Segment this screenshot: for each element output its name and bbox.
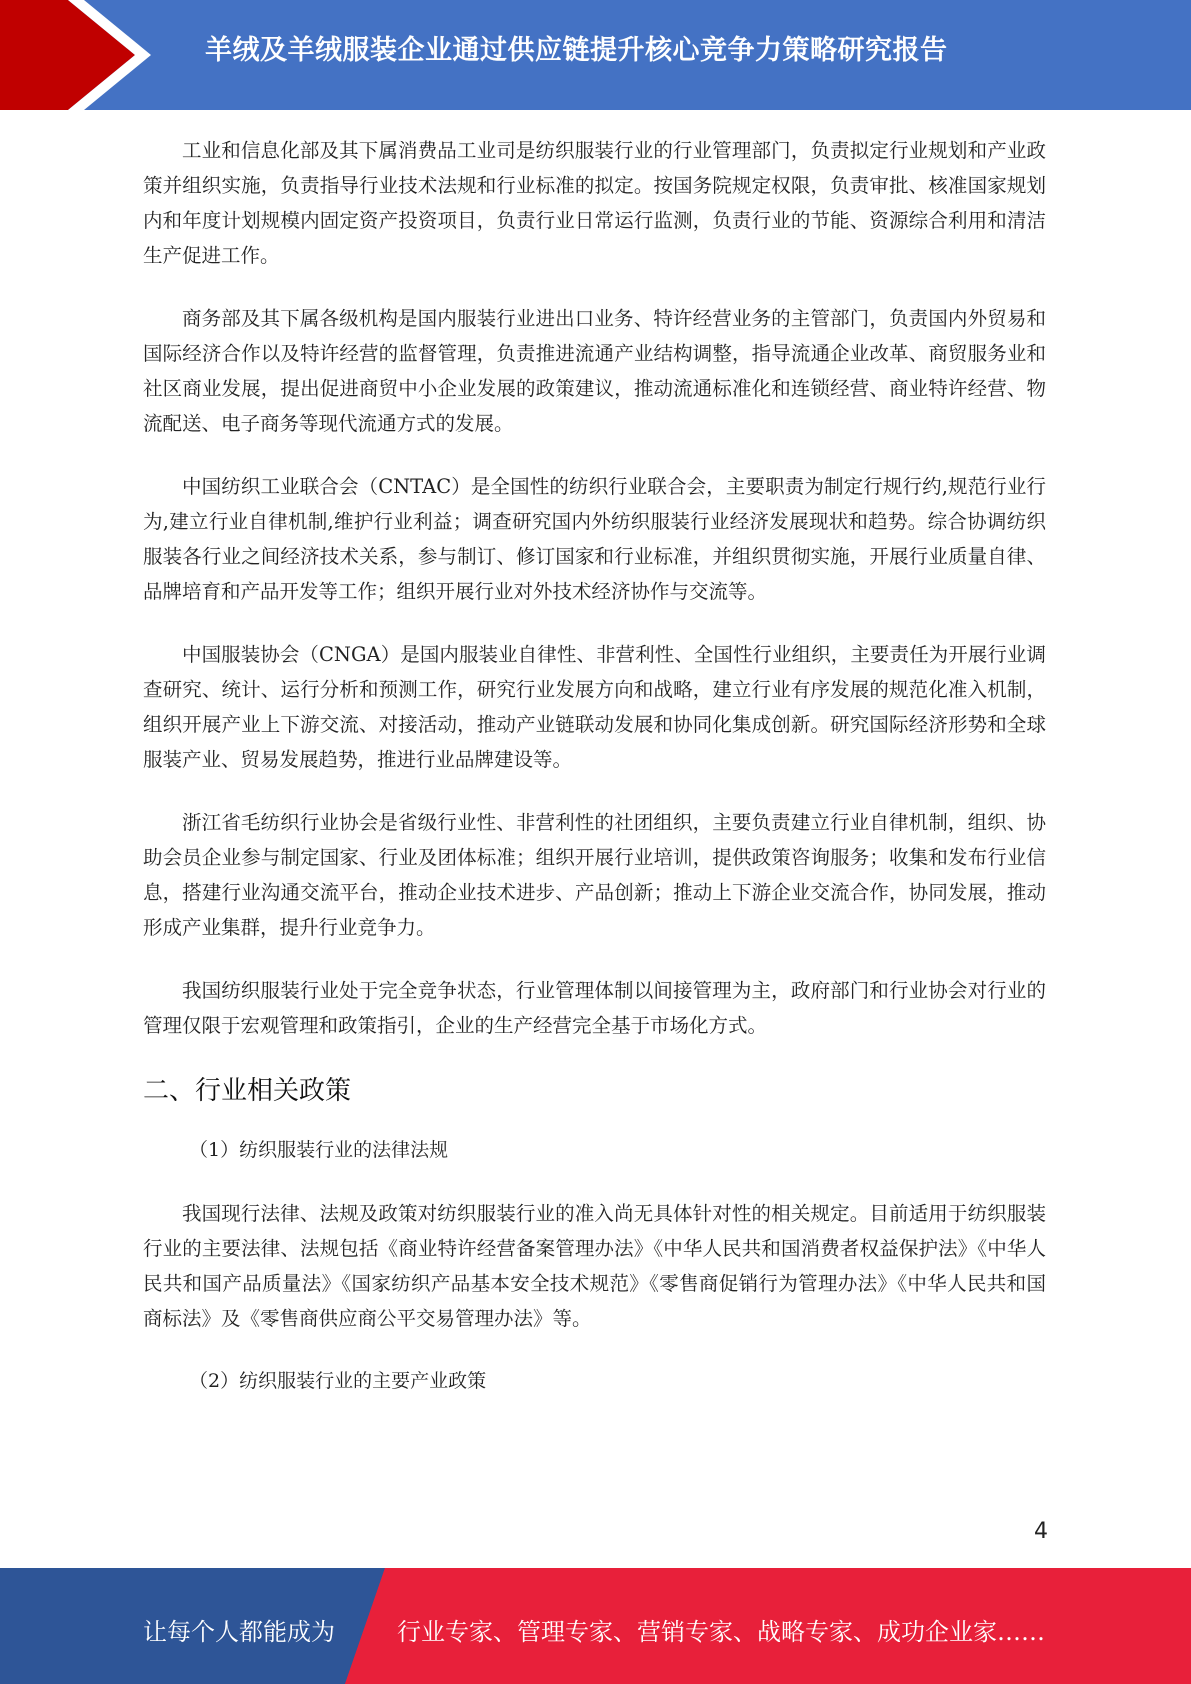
paragraph-competition-summary: 我国纺织服装行业处于完全竞争状态，行业管理体制以间接管理为主，政府部门和行业协会对行业的管理仅限于宏观管理和政策指引，企业的生产经营完全基于市场化方式。	[143, 979, 1046, 1037]
section-heading: 二、行业相关政策	[143, 1076, 352, 1106]
report-title: 羊绒及羊绒服装企业通过供应链提升核心竞争力策略研究报告	[205, 35, 948, 66]
footer-slogan-right: 行业专家、管理专家、营销专家、战略专家、成功企业家……	[397, 1618, 1045, 1646]
paragraph-mofcom: 商务部及其下属各级机构是国内服装行业进出口业务、特许经营业务的主管部门，负责国内外贸易和国际经济合作以及特许经营的监督管理，负责推进流通产业结构调整，指导流通企业改革、商贸服务业和社区商业发展，提出促进商贸中小企业发展的政策建议，推动流通标准化和连锁经营、商业特许经营、物流配送、电子商务等现代流通方式的发展。	[143, 307, 1046, 435]
paragraph-miit: 工业和信息化部及其下属消费品工业司是纺织服装行业的行业管理部门，负责拟定行业规划和产业政策并组织实施，负责指导行业技术法规和行业标准的拟定。按国务院规定权限，负责审批、核准国家规划内和年度计划规模内固定资产投资项目，负责行业日常运行监测，负责行业的节能、资源综合利用和清洁生产促进工作。	[143, 139, 1046, 267]
subheading-laws: （1）纺织服装行业的法律法规	[189, 1139, 449, 1161]
paragraph-cntac: 中国纺织工业联合会（CNTAC）是全国性的纺织行业联合会，主要职责为制定行规行约,规范行业行为,建立行业自律机制,维护行业利益；调查研究国内外纺织服装行业经济发展现状和趋势。综合协调纺织服装各行业之间经济技术关系，参与制订、修订国家和行业标准，并组织贯彻实施，开展行业质量自律、品牌培育和产品开发等工作；组织开展行业对外技术经济协作与交流等。	[143, 475, 1046, 603]
document-body	[143, 133, 1046, 1427]
subheading-policies: （2）纺织服装行业的主要产业政策	[189, 1370, 487, 1392]
page-header	[0, 0, 1191, 110]
paragraph-laws: 我国现行法律、法规及政策对纺织服装行业的准入尚无具体针对性的相关规定。目前适用于纺织服装行业的主要法律、法规包括《商业特许经营备案管理办法》《中华人民共和国消费者权益保护法》《中华人民共和国产品质量法》《国家纺织产品基本安全技术规范》《零售商促销行为管理办法》《中华人民共和国商标法》及《零售商供应商公平交易管理办法》等。	[143, 1202, 1046, 1330]
header-red-arrow	[0, 0, 135, 110]
page-number: 4	[1034, 1519, 1048, 1544]
page-footer	[0, 1568, 1191, 1684]
footer-slogan-left: 让每个人都能成为	[143, 1618, 335, 1646]
paragraph-zhejiang-association: 浙江省毛纺织行业协会是省级行业性、非营利性的社团组织，主要负责建立行业自律机制，组织、协助会员企业参与制定国家、行业及团体标准；组织开展行业培训，提供政策咨询服务；收集和发布行业信息，搭建行业沟通交流平台，推动企业技术进步、产品创新；推动上下游企业交流合作，协同发展，推动形成产业集群，提升行业竞争力。	[143, 811, 1046, 939]
paragraph-cnga: 中国服装协会（CNGA）是国内服装业自律性、非营利性、全国性行业组织，主要责任为开展行业调查研究、统计、运行分析和预测工作，研究行业发展方向和战略，建立行业有序发展的规范化准入机制，组织开展产业上下游交流、对接活动，推动产业链联动发展和协同化集成创新。研究国际经济形势和全球服装产业、贸易发展趋势，推进行业品牌建设等。	[143, 643, 1046, 771]
